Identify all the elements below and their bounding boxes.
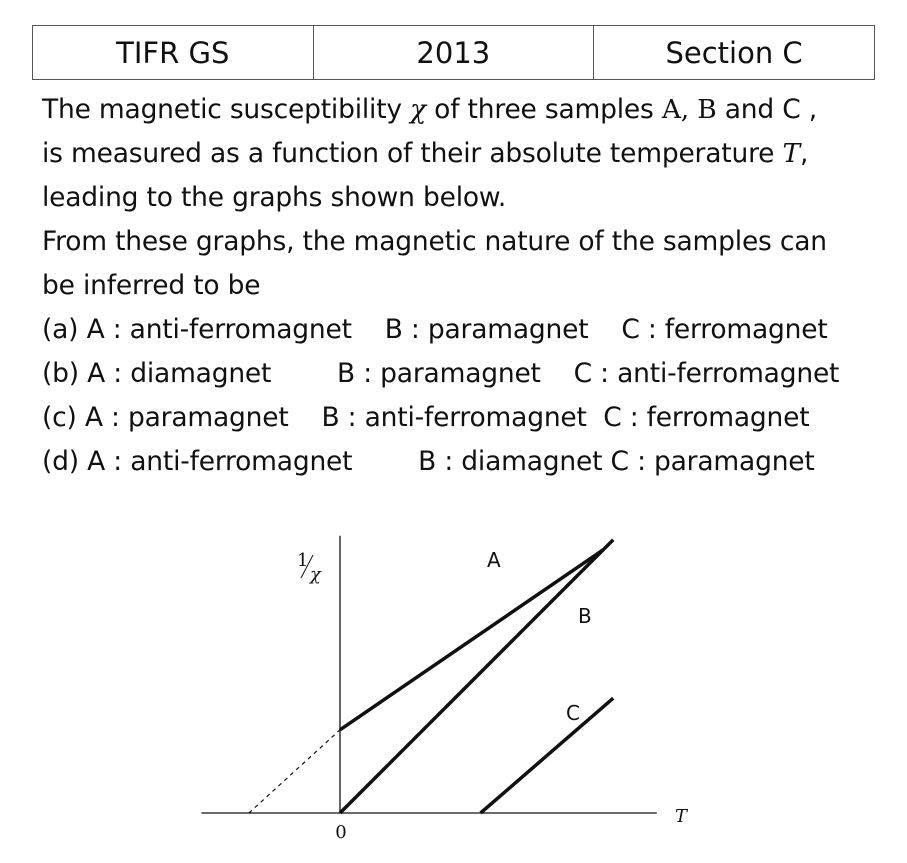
line-b: [340, 540, 613, 813]
option-d[interactable]: (d) A : anti-ferromagnet B : diamagnet C : paramagnet: [42, 446, 815, 477]
y-axis-label: [297, 550, 322, 585]
option-c[interactable]: (c) A : paramagnet B : anti-ferromagnet C : ferromagnet: [42, 402, 810, 433]
y-label-numerator: 1: [297, 550, 309, 571]
line-a-extrapolation: [249, 730, 340, 813]
question-line-5: be inferred to be: [42, 270, 261, 301]
option-b[interactable]: (b) A : diamagnet B : paramagnet C : anti-ferromagnet: [42, 358, 840, 389]
line-a: [340, 550, 603, 730]
x-axis-label: T: [675, 806, 688, 827]
line-c: [481, 698, 614, 813]
label-b: B: [578, 604, 592, 628]
t-symbol: T: [782, 138, 800, 169]
question-line-2: is measured as a function of their absolute temperature T,: [42, 138, 809, 169]
question-line-3: leading to the graphs shown below.: [42, 182, 507, 213]
y-label-denominator: χ: [310, 564, 321, 585]
question-line-1: The magnetic susceptibility χ of three samples A, B and C ,: [42, 94, 817, 125]
label-a: A: [487, 548, 501, 572]
question-line-4: From these graphs, the magnetic nature of the samples can: [42, 226, 827, 257]
option-a[interactable]: (a) A : anti-ferromagnet B : paramagnet C : ferromagnet: [42, 314, 828, 345]
header-section: Section C: [594, 26, 875, 80]
header-year: 2013: [313, 26, 594, 80]
header-exam: TIFR GS: [33, 26, 314, 80]
chi-symbol: χ: [410, 94, 426, 125]
label-c: C: [566, 701, 580, 725]
origin-label: 0: [335, 822, 347, 843]
